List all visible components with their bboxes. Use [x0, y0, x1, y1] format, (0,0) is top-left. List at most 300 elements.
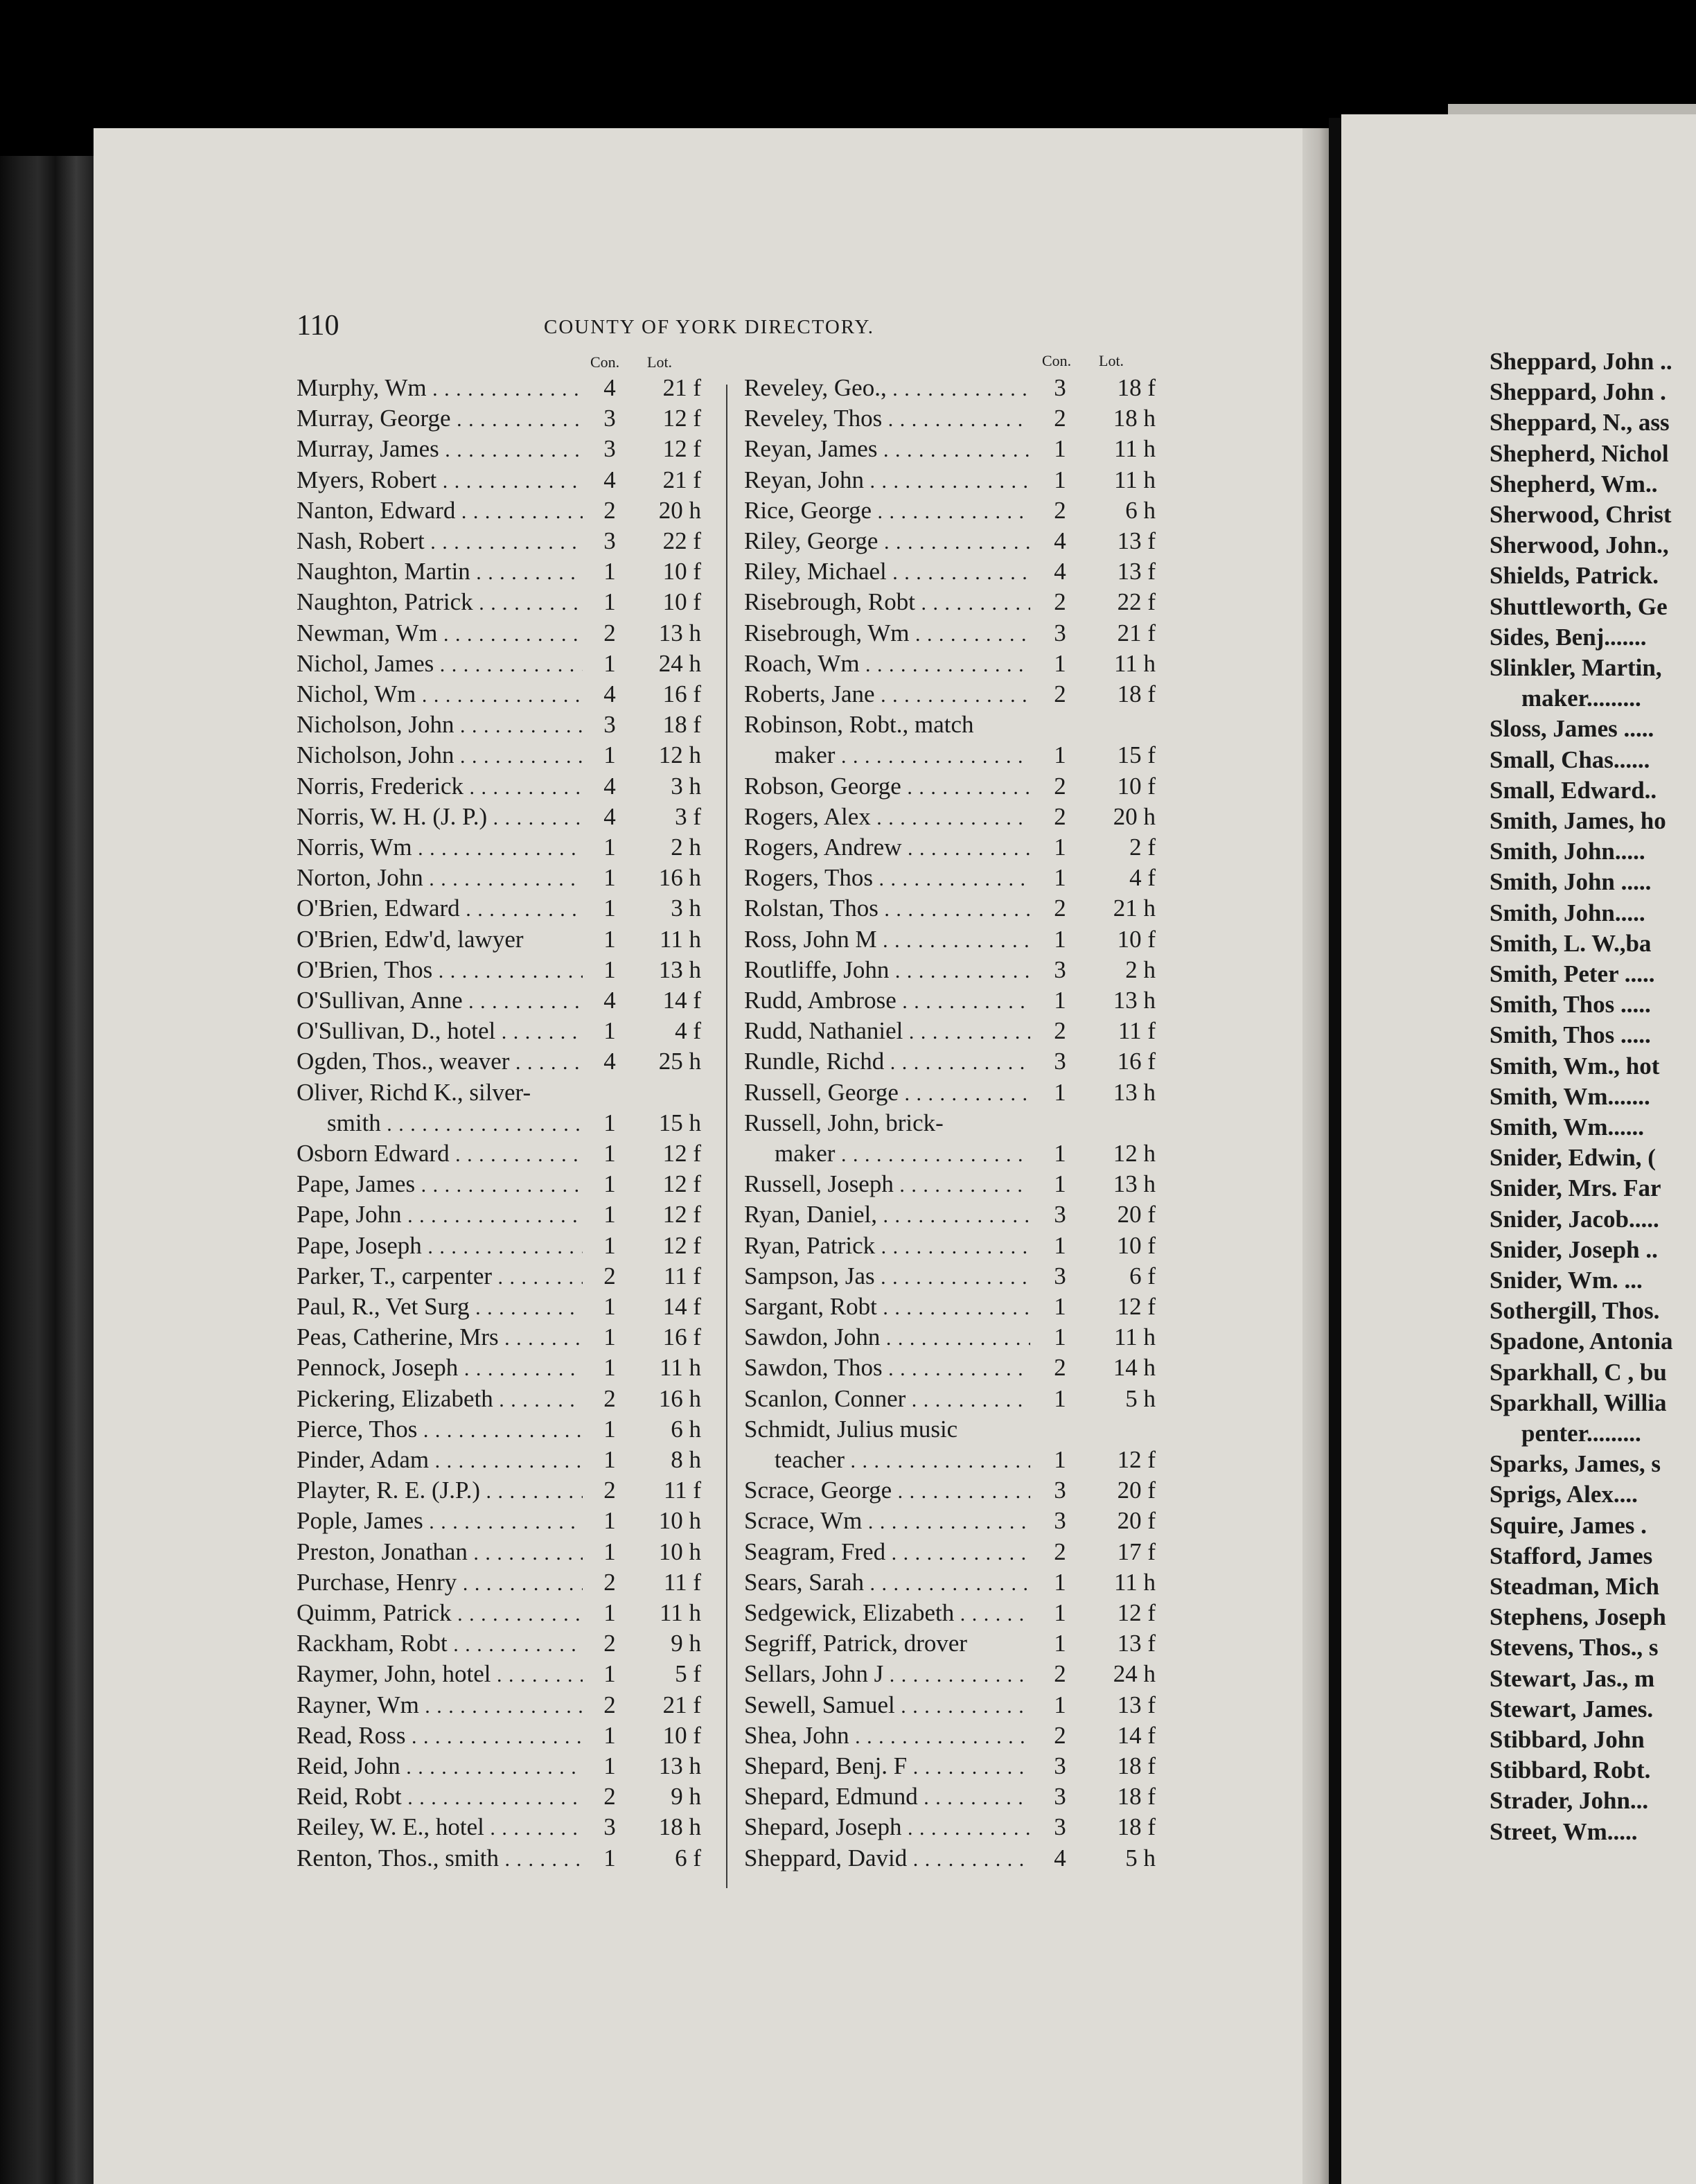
- entry-name: O'Sullivan, Anne . . .: [297, 985, 583, 1017]
- directory-entry: [297, 710, 701, 740]
- next-page-entry: [1490, 1173, 1696, 1204]
- directory-entry: [297, 1475, 701, 1506]
- entry-lot: 13 f: [1117, 1691, 1156, 1718]
- entry-lot: 3 f: [675, 803, 701, 830]
- entry-concession: 1: [1054, 1079, 1066, 1106]
- entry-lot: 15 h: [658, 1109, 701, 1136]
- next-page-entry: [1490, 1357, 1696, 1388]
- entry-name: Pape, James . . .: [297, 1169, 583, 1201]
- next-page-entry-text: Smith, James, ho: [1490, 807, 1666, 834]
- entry-name: Reid, Robt . . .: [297, 1781, 583, 1813]
- entry-concession: 1: [603, 1752, 616, 1779]
- entry-lot: 5 h: [1125, 1385, 1156, 1412]
- entry-name: Playter, R. E. (J.P.) . . .: [297, 1475, 583, 1507]
- next-page-entry: [1490, 1725, 1696, 1755]
- entry-concession: 1: [1054, 1385, 1066, 1412]
- directory-entry: [297, 1751, 701, 1781]
- entry-concession: 1: [603, 956, 616, 983]
- entry-concession: 2: [603, 1691, 616, 1718]
- entry-name: Sellars, John J . . .: [744, 1659, 1030, 1691]
- entry-lot: 12 f: [662, 1232, 701, 1259]
- directory-entry: [744, 710, 1156, 740]
- next-page-entry: [1490, 1388, 1696, 1418]
- directory-entry: [297, 1537, 701, 1567]
- entry-concession: 1: [1054, 1569, 1066, 1596]
- entry-concession: 1: [603, 1323, 616, 1350]
- entry-lot: 8 h: [671, 1446, 701, 1473]
- entry-lot: 10 f: [662, 588, 701, 615]
- entry-concession: 1: [603, 1446, 616, 1473]
- directory-entry: [744, 1292, 1156, 1322]
- next-page-entry: [1490, 1511, 1696, 1541]
- entry-name: Murphy, Wm . . .: [297, 373, 583, 405]
- entry-name: Newman, Wm . . .: [297, 618, 583, 650]
- entry-name: Nanton, Edward . . .: [297, 495, 583, 527]
- next-page-entry: [1490, 1602, 1696, 1632]
- entry-name: Norris, W. H. (J. P.) . . .: [297, 802, 583, 834]
- entry-concession: 2: [1054, 1354, 1066, 1381]
- entry-name: Scrace, Wm . . .: [744, 1506, 1030, 1538]
- entry-concession: 3: [1054, 956, 1066, 983]
- page-number: 110: [297, 310, 339, 342]
- entry-name: Paul, R., Vet Surg . . .: [297, 1292, 583, 1323]
- entry-name: Shepard, Edmund . . .: [744, 1781, 1030, 1813]
- next-page-entry: [1490, 1817, 1696, 1847]
- entry-concession: 1: [603, 1232, 616, 1259]
- next-page-entry: [1490, 1020, 1696, 1050]
- entry-concession: 2: [1054, 1017, 1066, 1044]
- next-page-entry: [1490, 714, 1696, 744]
- entry-lot: 17 f: [1117, 1538, 1156, 1565]
- entry-name: Oliver, Richd K., silver-: [297, 1079, 531, 1106]
- directory-entry: [744, 740, 1156, 770]
- entry-name: Norris, Wm . . .: [297, 832, 583, 864]
- entry-lot: 13 f: [1117, 558, 1156, 585]
- directory-entry: [297, 403, 701, 434]
- entry-concession: 1: [603, 834, 616, 861]
- entry-lot: 21 f: [662, 1691, 701, 1718]
- entry-name: Rice, George . . .: [744, 495, 1030, 527]
- next-page-entry-text: Stibbard, John: [1490, 1726, 1645, 1753]
- entry-name: Osborn Edward . . .: [297, 1138, 583, 1170]
- entry-concession: 1: [1054, 1599, 1066, 1626]
- entry-name: Nichol, Wm . . .: [297, 679, 583, 711]
- entry-name: Rudd, Ambrose . . .: [744, 985, 1030, 1017]
- directory-entry: [297, 771, 701, 802]
- entry-concession: 1: [603, 926, 616, 953]
- entry-lot: 12 f: [1117, 1599, 1156, 1626]
- directory-entry: [744, 1384, 1156, 1414]
- entry-concession: 3: [603, 1813, 616, 1840]
- directory-entry: [744, 1108, 1156, 1138]
- entry-name: Shepard, Benj. F . . .: [744, 1751, 1030, 1783]
- next-page-entry: [1490, 928, 1696, 959]
- directory-entry: [297, 1077, 701, 1108]
- entry-name: O'Brien, Edward . . .: [297, 893, 583, 925]
- directory-entry: [297, 985, 701, 1016]
- entry-lot: 4 f: [1129, 864, 1156, 891]
- next-page-entry: [1490, 439, 1696, 469]
- directory-entry: [744, 679, 1156, 710]
- entry-lot: 2 h: [1125, 956, 1156, 983]
- entry-concession: 2: [1054, 588, 1066, 615]
- directory-entry: [297, 1567, 701, 1598]
- directory-entry: [297, 618, 701, 649]
- entry-name: Rayner, Wm . . .: [297, 1690, 583, 1722]
- entry-concession: 1: [1054, 1293, 1066, 1320]
- entry-concession: 3: [1054, 619, 1066, 646]
- entry-name: Scrace, George . . .: [744, 1475, 1030, 1507]
- entry-concession: 3: [603, 527, 616, 554]
- entry-lot: 20 f: [1117, 1507, 1156, 1534]
- entry-name: Ryan, Patrick . . .: [744, 1231, 1030, 1262]
- entry-concession: 3: [603, 405, 616, 432]
- directory-entry: [744, 1475, 1156, 1506]
- next-page-entry-text: Smith, L. W.,ba: [1490, 930, 1652, 957]
- entry-name: Renton, Thos., smith . . .: [297, 1843, 583, 1875]
- next-page-entry: [1490, 530, 1696, 561]
- entry-lot: 22 f: [662, 527, 701, 554]
- entry-name: Murray, George . . .: [297, 403, 583, 435]
- directory-entry: [744, 924, 1156, 955]
- right-lot-header: Lot.: [1099, 352, 1124, 369]
- entry-name: teacher . . .: [744, 1445, 1030, 1477]
- directory-entry: [744, 1353, 1156, 1383]
- entry-name: Robinson, Robt., match: [744, 711, 974, 738]
- entry-lot: 11 h: [1114, 1323, 1156, 1350]
- entry-name: Russell, Joseph . . .: [744, 1169, 1030, 1201]
- entry-lot: 18 f: [1117, 1783, 1156, 1810]
- entry-lot: 13 h: [1113, 1170, 1156, 1197]
- next-page-entry-text: Small, Edward..: [1490, 777, 1657, 804]
- next-page-entry-text: Snider, Joseph ..: [1490, 1236, 1658, 1263]
- directory-entry: [297, 1384, 701, 1414]
- entry-concession: 1: [1054, 864, 1066, 891]
- entry-name: Sampson, Jas . . .: [744, 1261, 1030, 1293]
- next-page-entry-text: Sheppard, N., ass: [1490, 409, 1670, 436]
- entry-concession: 2: [603, 1385, 616, 1412]
- directory-entry: [744, 1199, 1156, 1230]
- entry-concession: 1: [1054, 926, 1066, 953]
- entry-concession: 2: [603, 1569, 616, 1596]
- entry-concession: 4: [1054, 527, 1066, 554]
- entry-name: Read, Ross . . .: [297, 1720, 583, 1752]
- entry-concession: 1: [603, 1140, 616, 1167]
- entry-name: Preston, Jonathan . . .: [297, 1537, 583, 1569]
- entry-lot: 10 f: [662, 558, 701, 585]
- entry-concession: 2: [1054, 895, 1066, 922]
- directory-entry: [297, 649, 701, 679]
- entry-lot: 12 f: [662, 435, 701, 462]
- directory-entry: [744, 1138, 1156, 1169]
- directory-entry: [744, 373, 1156, 403]
- next-page-entry: [1490, 1235, 1696, 1265]
- entry-lot: 9 h: [671, 1630, 701, 1657]
- entry-concession: 1: [1054, 1691, 1066, 1718]
- entry-concession: 1: [603, 1201, 616, 1228]
- entry-name: maker . . .: [744, 1138, 1030, 1170]
- directory-entry: [297, 1598, 701, 1628]
- entry-name: O'Brien, Edw'd, lawyer: [297, 926, 524, 953]
- directory-entry: [744, 1781, 1156, 1812]
- entry-name: Sawdon, John . . .: [744, 1322, 1030, 1354]
- entry-lot: 22 f: [1117, 588, 1156, 615]
- directory-entry: [297, 1169, 701, 1199]
- entry-name: Roberts, Jane . . .: [744, 679, 1030, 711]
- entry-lot: 12 f: [662, 405, 701, 432]
- page-gutter: [1329, 118, 1343, 2184]
- entry-name: Rackham, Robt . . .: [297, 1628, 583, 1660]
- entry-lot: 2 f: [1129, 834, 1156, 861]
- entry-lot: 5 f: [675, 1660, 701, 1687]
- directory-entry: [744, 1506, 1156, 1536]
- next-page-entry: [1490, 1541, 1696, 1571]
- next-page-entry: [1490, 561, 1696, 591]
- directory-entry: [744, 955, 1156, 985]
- entry-concession: 4: [1054, 1844, 1066, 1872]
- directory-entry: [744, 1169, 1156, 1199]
- next-page-entry-text: penter.........: [1521, 1420, 1641, 1447]
- entry-lot: 16 h: [658, 1385, 701, 1412]
- directory-entry: [744, 1231, 1156, 1261]
- next-page-entry-text: Smith, Thos .....: [1490, 991, 1651, 1018]
- entry-concession: 1: [1054, 650, 1066, 677]
- directory-entry: [744, 1720, 1156, 1751]
- directory-entry: [744, 1690, 1156, 1720]
- entry-lot: 10 f: [1117, 773, 1156, 800]
- next-page-entry-text: Sprigs, Alex....: [1490, 1481, 1638, 1508]
- entry-lot: 10 f: [1117, 1232, 1156, 1259]
- next-page-entry-text: Shields, Patrick.: [1490, 562, 1659, 589]
- directory-entry: [297, 1231, 701, 1261]
- entry-name: Reiley, W. E., hotel . . .: [297, 1812, 583, 1844]
- entry-lot: 6 h: [1125, 497, 1156, 524]
- entry-lot: 20 h: [658, 497, 701, 524]
- entry-lot: 11 f: [663, 1262, 701, 1289]
- entry-name: Russell, John, brick-: [744, 1109, 944, 1136]
- next-page-entry: [1490, 1479, 1696, 1510]
- entry-concession: 3: [1054, 1048, 1066, 1075]
- entry-concession: 1: [603, 1507, 616, 1534]
- entry-lot: 24 h: [658, 650, 701, 677]
- entry-name: Segriff, Patrick, drover: [744, 1630, 968, 1657]
- entry-name: Norris, Frederick . . .: [297, 771, 583, 803]
- entry-lot: 3 h: [671, 773, 701, 800]
- directory-entry: [744, 1751, 1156, 1781]
- entry-concession: 3: [1054, 1201, 1066, 1228]
- next-page-entry-text: Shepherd, Nichol: [1490, 440, 1669, 467]
- entry-name: Scanlon, Conner . . .: [744, 1384, 1030, 1416]
- entry-concession: 1: [603, 588, 616, 615]
- entry-concession: 3: [1054, 1507, 1066, 1534]
- entry-name: Rolstan, Thos . . .: [744, 893, 1030, 925]
- entry-concession: 1: [603, 741, 616, 768]
- directory-entry: [297, 465, 701, 495]
- next-page-entry-text: Stephens, Joseph: [1490, 1603, 1666, 1630]
- directory-entry: [744, 403, 1156, 434]
- entry-lot: 13 h: [658, 956, 701, 983]
- entry-concession: 2: [1054, 405, 1066, 432]
- next-page-entry-text: Sherwood, John.,: [1490, 531, 1669, 558]
- entry-lot: 12 h: [658, 741, 701, 768]
- directory-entry: [297, 893, 701, 924]
- entry-lot: 10 h: [658, 1507, 701, 1534]
- next-page-entry-text: Snider, Jacob.....: [1490, 1206, 1659, 1233]
- directory-entry: [297, 1261, 701, 1292]
- entry-concession: 1: [1054, 435, 1066, 462]
- entry-lot: 11 h: [1114, 466, 1156, 493]
- next-page-entry: [1490, 653, 1696, 683]
- directory-entry: [744, 465, 1156, 495]
- directory-entry: [297, 1016, 701, 1046]
- entry-lot: 12 h: [1113, 1140, 1156, 1167]
- entry-lot: 12 f: [1117, 1293, 1156, 1320]
- directory-entry: [297, 832, 701, 863]
- entry-name: Ogden, Thos., weaver . . .: [297, 1046, 583, 1078]
- directory-entry: [744, 1322, 1156, 1353]
- entry-lot: 13 h: [658, 1752, 701, 1779]
- directory-entry: [744, 1659, 1156, 1689]
- entry-lot: 14 f: [662, 1293, 701, 1320]
- directory-entry: [297, 740, 701, 770]
- entry-lot: 16 f: [1117, 1048, 1156, 1075]
- next-page-entry: [1490, 1112, 1696, 1143]
- entry-concession: 1: [603, 1354, 616, 1381]
- next-page-entry: [1490, 346, 1696, 377]
- entry-concession: 3: [1054, 1262, 1066, 1289]
- next-page-entry-text: Small, Chas......: [1490, 746, 1650, 773]
- entry-concession: 2: [1054, 1538, 1066, 1565]
- entry-lot: 10 h: [658, 1538, 701, 1565]
- entry-name: Nash, Robert . . .: [297, 526, 583, 558]
- directory-entry: [297, 1108, 701, 1138]
- entry-lot: 24 h: [1113, 1660, 1156, 1687]
- entry-lot: 13 f: [1117, 1630, 1156, 1657]
- entry-lot: 16 f: [662, 1323, 701, 1350]
- directory-entry: [744, 1628, 1156, 1659]
- directory-entry: [297, 863, 701, 893]
- directory-entry: [297, 1628, 701, 1659]
- entry-concession: 4: [603, 374, 616, 401]
- entry-name: Purchase, Henry . . .: [297, 1567, 583, 1599]
- directory-entry: [744, 1843, 1156, 1874]
- directory-entry: [744, 649, 1156, 679]
- directory-entry: [297, 1414, 701, 1445]
- directory-entry: [297, 1445, 701, 1475]
- entry-concession: 1: [603, 1722, 616, 1749]
- running-head: COUNTY OF YORK DIRECTORY.: [544, 316, 874, 338]
- next-page-entry-text: Sparkhall, Willia: [1490, 1389, 1667, 1416]
- directory-entry: [297, 955, 701, 985]
- next-page-entry-text: Strader, John...: [1490, 1787, 1649, 1814]
- entry-name: maker . . .: [744, 740, 1030, 772]
- next-page-entry-text: Smith, John.....: [1490, 899, 1645, 926]
- next-page-entry-text: Sparkhall, C , bu: [1490, 1359, 1667, 1386]
- entry-concession: 1: [1054, 741, 1066, 768]
- entry-lot: 11 f: [663, 1477, 701, 1504]
- entry-concession: 1: [603, 895, 616, 922]
- entry-name: Risebrough, Wm . . .: [744, 618, 1030, 650]
- directory-entry: [297, 679, 701, 710]
- next-page-entry: [1490, 989, 1696, 1020]
- directory-entry: [297, 373, 701, 403]
- directory-entry: [744, 893, 1156, 924]
- directory-entry: [744, 1077, 1156, 1108]
- left-lot-header: Lot.: [647, 353, 673, 371]
- next-page-entry: [1521, 1418, 1696, 1449]
- entry-name: Peas, Catherine, Mrs . . .: [297, 1322, 583, 1354]
- entry-name: Shepard, Joseph . . .: [744, 1812, 1030, 1844]
- next-page-entry-text: Smith, John.....: [1490, 838, 1645, 865]
- directory-entry: [744, 526, 1156, 556]
- entry-concession: 3: [1054, 1752, 1066, 1779]
- entry-lot: 18 f: [1117, 680, 1156, 707]
- next-page-entry: [1490, 1265, 1696, 1296]
- next-page-entry: [1490, 745, 1696, 775]
- entry-name: Nicholson, John . . .: [297, 740, 583, 772]
- entry-name: Riley, George . . .: [744, 526, 1030, 558]
- directory-entry: [297, 1353, 701, 1383]
- entry-concession: 1: [1054, 987, 1066, 1014]
- entry-lot: 11 h: [660, 926, 701, 953]
- directory-entry: [297, 1659, 701, 1689]
- next-page-entry-text: Snider, Wm. ...: [1490, 1267, 1643, 1294]
- entry-lot: 3 h: [671, 895, 701, 922]
- entry-concession: 1: [603, 864, 616, 891]
- entry-lot: 10 f: [662, 1722, 701, 1749]
- entry-lot: 11 h: [660, 1599, 701, 1626]
- next-page-entry: [1490, 1082, 1696, 1112]
- entry-name: Naughton, Martin . . .: [297, 556, 583, 588]
- entry-lot: 16 f: [662, 680, 701, 707]
- directory-entry: [744, 1445, 1156, 1475]
- entry-concession: 1: [603, 650, 616, 677]
- next-page-entry: [1490, 377, 1696, 407]
- next-page-entry-text: Smith, Wm., hot: [1490, 1053, 1660, 1080]
- directory-entry: [744, 618, 1156, 649]
- entry-name: Rogers, Thos . . .: [744, 863, 1030, 895]
- directory-entry: [297, 1843, 701, 1874]
- entry-lot: 14 f: [1117, 1722, 1156, 1749]
- next-page-entry-text: Stafford, James: [1490, 1542, 1653, 1569]
- entry-concession: 4: [603, 773, 616, 800]
- entry-lot: 15 f: [1117, 741, 1156, 768]
- next-page-entry: [1490, 898, 1696, 928]
- entry-name: Reyan, James . . .: [744, 434, 1030, 466]
- column-divider: [726, 385, 727, 1888]
- next-page-entry-text: Squire, James .: [1490, 1512, 1647, 1539]
- next-page-entry-text: Smith, Thos .....: [1490, 1021, 1651, 1048]
- entry-lot: 12 f: [662, 1140, 701, 1167]
- entry-lot: 11 h: [1114, 650, 1156, 677]
- entry-concession: 1: [603, 1109, 616, 1136]
- entry-name: Pierce, Thos . . .: [297, 1414, 583, 1446]
- entry-concession: 1: [603, 1293, 616, 1320]
- next-page-entry-text: Stewart, Jas., m: [1490, 1665, 1655, 1692]
- entry-name: O'Sullivan, D., hotel . . .: [297, 1016, 583, 1048]
- entry-concession: 4: [603, 987, 616, 1014]
- next-page-entry-text: Smith, John .....: [1490, 868, 1652, 895]
- directory-entry: [744, 1046, 1156, 1077]
- entry-name: Ross, John M . . .: [744, 924, 1030, 956]
- entry-name: O'Brien, Thos . . .: [297, 955, 583, 987]
- entry-lot: 11 f: [663, 1569, 701, 1596]
- next-page-entry-text: Sides, Benj.......: [1490, 624, 1647, 651]
- directory-entry: [744, 587, 1156, 617]
- entry-concession: 4: [603, 803, 616, 830]
- next-page-entry: [1490, 1755, 1696, 1786]
- next-page-entry-text: Stevens, Thos., s: [1490, 1634, 1659, 1661]
